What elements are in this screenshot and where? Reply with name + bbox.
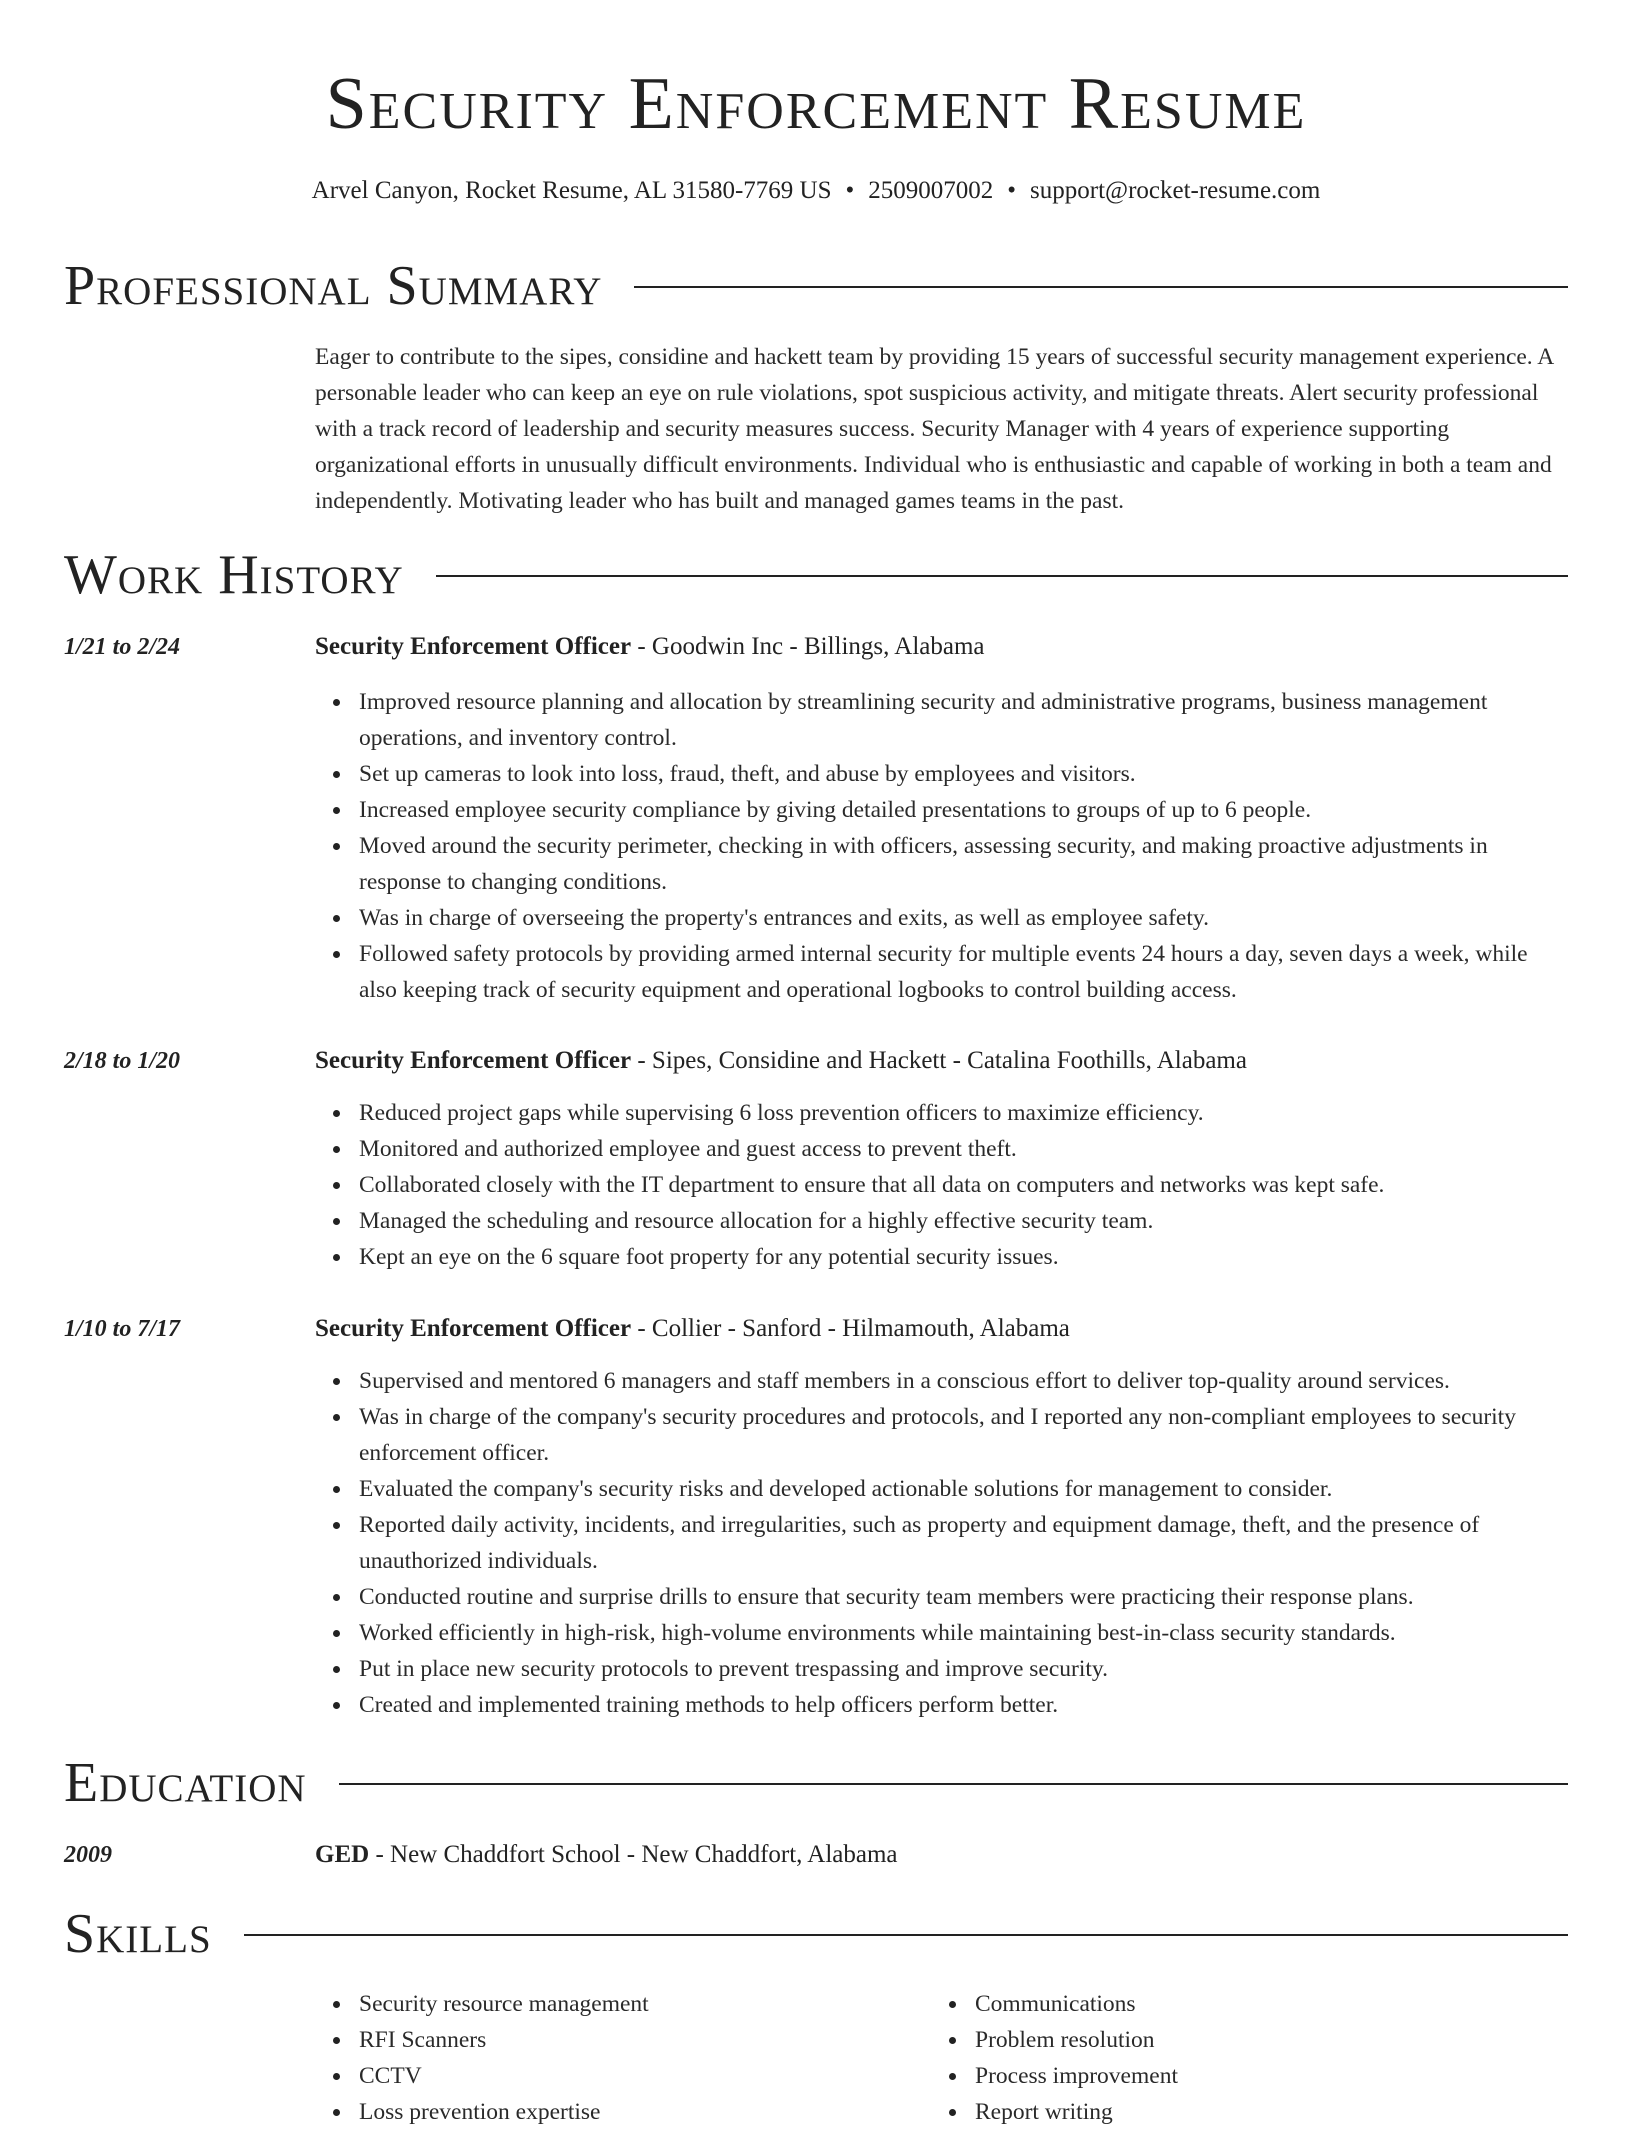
job-title: Security Enforcement Officer [315, 1047, 632, 1074]
list-item: Collaborated closely with the IT department to ensure that all data on computers and networks was kept safe. [359, 1167, 1570, 1203]
education-year: 2009 [64, 1842, 112, 1868]
job-heading [315, 1043, 1570, 1079]
section-divider [244, 1934, 1568, 1936]
list-item: Monitored and authorized employee and guest access to prevent theft. [359, 1131, 1570, 1167]
contact-line [0, 173, 1632, 209]
education-school: - New Chaddfort School - New Chaddfort, Alabama [369, 1841, 898, 1868]
list-item: Put in place new security protocols to prevent trespassing and improve security. [359, 1651, 1570, 1687]
contact-separator: • [845, 177, 855, 204]
job-bullets [315, 1095, 1570, 1275]
education-section-header [64, 1751, 1568, 1815]
list-item: Improved resource planning and allocation by streamlining security and administrative programs, business management operations, and inventory control. [359, 684, 1570, 756]
contact-address: Arvel Canyon, Rocket Resume, AL 31580-7769 US [311, 177, 832, 204]
list-item: Followed safety protocols by providing armed internal security for multiple events 24 hours a day, seven days a week, while also keeping track of security equipment and operational logbooks to control building access. [359, 936, 1570, 1008]
section-divider [339, 1783, 1568, 1785]
list-item: Conducted routine and surprise drills to ensure that security team members were practicing their response plans. [359, 1579, 1570, 1615]
list-item: Managed the scheduling and resource allocation for a highly effective security team. [359, 1203, 1570, 1239]
skill-item: Report writing [975, 2094, 1491, 2130]
list-item: Increased employee security compliance by giving detailed presentations to groups of up to 6 people. [359, 792, 1570, 828]
job-bullets [315, 684, 1570, 1008]
skills-list-right [931, 1986, 1491, 2130]
skill-item: Problem resolution [975, 2022, 1491, 2058]
skill-item: Loss prevention expertise [359, 2094, 875, 2130]
summary-section-title: Professional Summary [64, 255, 603, 317]
list-item: Evaluated the company's security risks and developed actionable solutions for management to consider. [359, 1471, 1570, 1507]
skill-item: Security resource management [359, 1986, 875, 2022]
list-item: Was in charge of the company's security procedures and protocols, and I reported any non-compliant employees to security enforcement officer. [359, 1399, 1570, 1471]
resume-title: Security Enforcement Resume [325, 63, 1307, 145]
list-item: Set up cameras to look into loss, fraud, theft, and abuse by employees and visitors. [359, 756, 1570, 792]
job-bullets [315, 1363, 1570, 1723]
job-title: Security Enforcement Officer [315, 633, 632, 660]
section-divider [436, 575, 1568, 577]
contact-email: support@rocket-resume.com [1030, 177, 1321, 204]
job-heading [315, 629, 1570, 665]
skills-list-left [315, 1986, 875, 2130]
list-item: Moved around the security perimeter, checking in with officers, assessing security, and making proactive adjustments in response to changing conditions. [359, 828, 1570, 900]
education-section-title: Education [64, 1752, 307, 1814]
job-dates: 2/18 to 1/20 [64, 1048, 181, 1074]
skills-section-header [64, 1902, 1568, 1966]
education-heading [315, 1837, 1570, 1873]
skills-section-title: Skills [64, 1903, 212, 1965]
list-item: Reported daily activity, incidents, and irregularities, such as property and equipment damage, theft, and the presence of unauthorized individuals. [359, 1507, 1570, 1579]
work-section-title: Work History [64, 544, 404, 606]
section-divider [634, 286, 1568, 288]
job-employer: - Goodwin Inc - Billings, Alabama [631, 633, 985, 660]
list-item: Was in charge of overseeing the property's entrances and exits, as well as employee safety. [359, 900, 1570, 936]
job-dates: 1/21 to 2/24 [64, 634, 181, 660]
list-item: Reduced project gaps while supervising 6 loss prevention officers to maximize efficiency. [359, 1095, 1570, 1131]
job-employer: - Collier - Sanford - Hilmamouth, Alabama [631, 1315, 1070, 1342]
education-degree: GED [315, 1841, 370, 1868]
list-item: Created and implemented training methods to help officers perform better. [359, 1687, 1570, 1723]
job-employer: - Sipes, Considine and Hackett - Catalina Foothills, Alabama [631, 1047, 1247, 1074]
contact-phone: 2509007002 [868, 177, 994, 204]
skill-item: RFI Scanners [359, 2022, 875, 2058]
summary-text: Eager to contribute to the sipes, considine and hackett team by providing 15 years of successful security management experience. A personable leader who can keep an eye on rule violations, spot suspicious activity, and mitigate threats. Alert security professional with a track record of leadership and security measures success. Security Manager with 4 years of experience supporting organizational efforts in unusually difficult environments. Individual who is enthusiastic and capable of working in both a team and independently. Motivating leader who has built and managed games teams in the past. [315, 344, 1553, 514]
contact-separator: • [1007, 177, 1017, 204]
skill-item: Communications [975, 1986, 1491, 2022]
skill-item: Process improvement [975, 2058, 1491, 2094]
job-heading [315, 1311, 1570, 1347]
job-title: Security Enforcement Officer [315, 1315, 632, 1342]
summary-section-header [64, 254, 1568, 318]
list-item: Supervised and mentored 6 managers and staff members in a conscious effort to deliver top-quality around services. [359, 1363, 1570, 1399]
skill-item: CCTV [359, 2058, 875, 2094]
list-item: Kept an eye on the 6 square foot property for any potential security issues. [359, 1239, 1570, 1275]
list-item: Worked efficiently in high-risk, high-volume environments while maintaining best-in-class security standards. [359, 1615, 1570, 1651]
work-section-header [64, 543, 1568, 607]
job-dates: 1/10 to 7/17 [64, 1316, 181, 1342]
